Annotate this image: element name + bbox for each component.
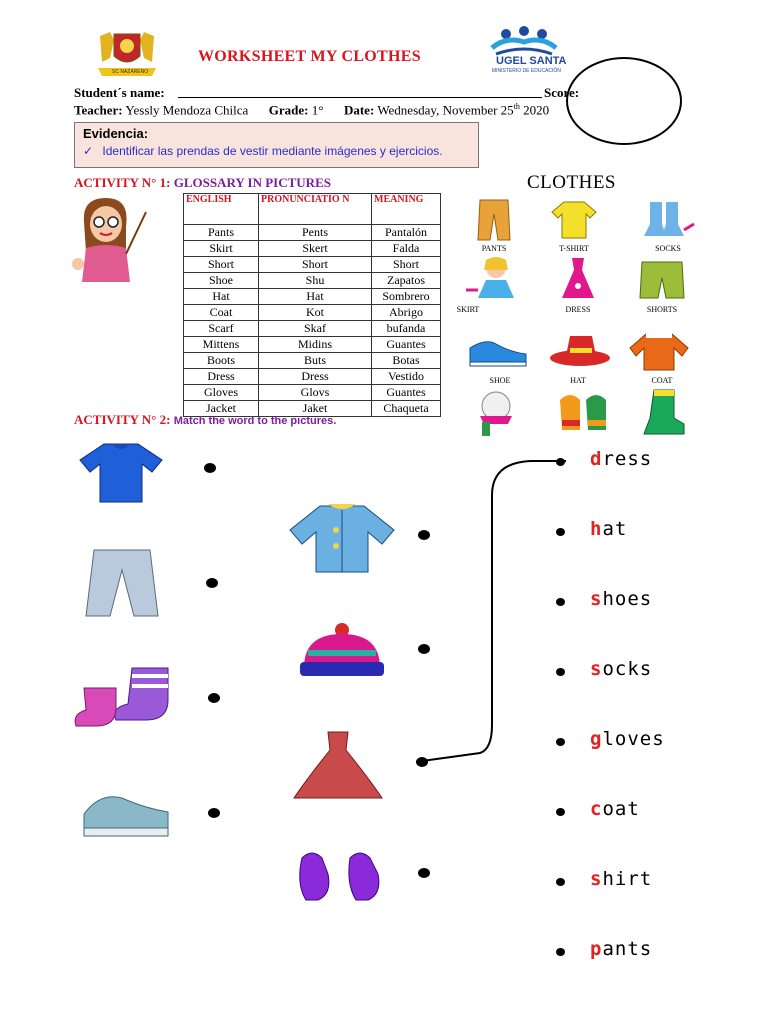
match-word (590, 658, 652, 680)
caption-tshirt: T-SHIRT (559, 244, 589, 253)
caption-hat: HAT (570, 376, 586, 385)
glossary-row (184, 257, 441, 273)
caption-pants: PANTS (481, 244, 507, 253)
cell-meaning: bufanda (372, 321, 441, 337)
pants-picture (474, 198, 514, 247)
activity1-title: GLOSSARY IN PICTURES (173, 175, 331, 190)
worksheet-title: WORKSHEET MY CLOTHES (198, 48, 421, 65)
cell-english: Dress (184, 369, 259, 385)
cell-meaning: Guantes (372, 385, 441, 401)
cell-pronunciation: Buts (259, 353, 372, 369)
word-rest: ocks (602, 658, 653, 680)
activity1-number: ACTIVITY N° 1: (74, 175, 171, 190)
column-header-pronunciation: PRONUNCIATIO N (259, 194, 372, 225)
cell-pronunciation: Hat (259, 289, 372, 305)
glossary-row (184, 353, 441, 369)
jeans-picture (84, 548, 160, 623)
cell-english: Pants (184, 225, 259, 241)
word-first-letter: d (590, 448, 603, 470)
glossary-row (184, 241, 441, 257)
shoe-picture (466, 334, 530, 373)
activity2-number: ACTIVITY N° 2: (74, 412, 171, 427)
word-rest: loves (602, 728, 665, 750)
cell-pronunciation: Skert (259, 241, 372, 257)
cell-pronunciation: Dress (259, 369, 372, 385)
date-year: 2020 (523, 102, 550, 118)
word-first-letter: h (590, 518, 603, 540)
clothes-panel-title: CLOTHES (527, 172, 616, 193)
cell-meaning: Zapatos (372, 273, 441, 289)
cell-pronunciation: Short (259, 257, 372, 273)
cell-pronunciation: Midins (259, 337, 372, 353)
match-word (590, 938, 652, 960)
score-label: Score: (544, 85, 580, 100)
ugel-subtitle: MINISTERIO DE EDUCACIÓN (492, 68, 561, 74)
date-label: Date: (343, 102, 375, 118)
glossary-row (184, 385, 441, 401)
boots-picture (640, 388, 686, 441)
word-rest: hirt (602, 868, 653, 890)
match-dot-socks[interactable] (208, 693, 220, 703)
cell-english: Short (184, 257, 259, 273)
cell-pronunciation: Skaf (259, 321, 372, 337)
word-dot[interactable] (556, 878, 565, 886)
word-dot[interactable] (556, 808, 565, 816)
caption-shorts: SHORTS (646, 305, 678, 314)
match-line (420, 455, 570, 767)
word-first-letter: s (590, 588, 603, 610)
match-dot-sneakers[interactable] (208, 808, 220, 818)
cell-meaning: Botas (372, 353, 441, 369)
word-dot[interactable] (556, 738, 565, 746)
cell-pronunciation: Glovs (259, 385, 372, 401)
glossary-row (184, 321, 441, 337)
grade-value: 1° (311, 102, 324, 118)
activity1-heading (74, 175, 331, 191)
word-dot[interactable] (556, 458, 565, 466)
match-word (590, 588, 652, 610)
student-name-field[interactable] (178, 97, 542, 98)
cell-english: Coat (184, 305, 259, 321)
match-dot-shirt[interactable] (204, 463, 216, 473)
word-rest: at (602, 518, 628, 540)
checkmark-icon: ✓ (83, 144, 94, 158)
mittens-picture (556, 390, 612, 439)
cell-pronunciation: Shu (259, 273, 372, 289)
glossary-body (184, 225, 441, 417)
socks-picture (640, 200, 696, 247)
shirt-picture (78, 440, 164, 509)
cell-english: Scarf (184, 321, 259, 337)
match-word (590, 448, 652, 470)
date-value: Wednesday, November 25 (377, 102, 514, 118)
activity2-heading (74, 412, 336, 428)
shorts-picture (638, 260, 686, 305)
red-dress-picture (290, 730, 386, 805)
match-dot-jeans[interactable] (206, 578, 218, 588)
word-dot[interactable] (556, 948, 565, 956)
word-first-letter: s (590, 868, 603, 890)
glossary-row (184, 337, 441, 353)
glossary-row (184, 305, 441, 321)
glossary-table (183, 193, 441, 417)
skirt-picture (464, 256, 520, 309)
sneakers-picture (80, 784, 172, 849)
word-dot[interactable] (556, 528, 565, 536)
match-word (590, 518, 627, 540)
caption-skirt: SKIRT (456, 305, 480, 314)
word-dot[interactable] (556, 598, 565, 606)
crest-banner-text: SC NAZARENO (112, 69, 149, 75)
column-header-english: ENGLISH (184, 194, 259, 225)
tshirt-picture (550, 200, 598, 245)
beanie-picture (294, 622, 390, 685)
cell-pronunciation: Jaket (259, 401, 372, 417)
word-first-letter: p (590, 938, 603, 960)
match-word (590, 728, 665, 750)
cell-english: Gloves (184, 385, 259, 401)
score-circle (566, 57, 682, 145)
caption-socks: SOCKS (655, 244, 681, 253)
word-rest: oat (602, 798, 640, 820)
ugel-name: UGEL SANTA (496, 55, 567, 67)
match-word (590, 798, 640, 820)
glossary-row (184, 225, 441, 241)
cell-meaning: Sombrero (372, 289, 441, 305)
cell-english: Mittens (184, 337, 259, 353)
cell-english: Skirt (184, 241, 259, 257)
cell-meaning: Vestido (372, 369, 441, 385)
grade-label: Grade: (268, 102, 309, 118)
student-name-row (74, 85, 584, 101)
cell-meaning: Guantes (372, 337, 441, 353)
activity2-title: Match the word to the pictures. (173, 415, 337, 427)
cell-meaning: Pantalón (372, 225, 441, 241)
word-rest: ress (602, 448, 653, 470)
cell-english: Jacket (184, 401, 259, 417)
glossary-header-row (184, 194, 441, 225)
teacher-value: Yessly Mendoza Chilca (125, 102, 249, 118)
cell-pronunciation: Pents (259, 225, 372, 241)
evidence-item-text: Identificar las prendas de vestir mediante imágenes y ejercicios. (102, 144, 443, 158)
cell-english: Hat (184, 289, 259, 305)
cell-pronunciation: Kot (259, 305, 372, 321)
evidence-box (74, 122, 479, 168)
word-first-letter: s (590, 658, 603, 680)
evidence-item (83, 144, 443, 158)
cell-meaning: Chaqueta (372, 401, 441, 417)
word-first-letter: g (590, 728, 603, 750)
word-rest: ants (602, 938, 653, 960)
caption-shoe: SHOE (489, 376, 511, 385)
word-rest: hoes (602, 588, 653, 610)
teacher-label: Teacher: (74, 102, 123, 118)
word-first-letter: c (590, 798, 603, 820)
jacket-picture (286, 500, 398, 579)
column-header-meaning: MEANING (372, 194, 441, 225)
glossary-row (184, 289, 441, 305)
purple-gloves-picture (292, 844, 388, 909)
glossary-row (184, 369, 441, 385)
match-dot-gloves[interactable] (418, 868, 430, 878)
teacher-row (74, 102, 549, 118)
cell-english: Boots (184, 353, 259, 369)
word-dot[interactable] (556, 668, 565, 676)
caption-dress: DRESS (565, 305, 591, 314)
evidence-title: Evidencia: (83, 126, 149, 141)
cell-meaning: Abrigo (372, 305, 441, 321)
hat-picture (548, 330, 612, 375)
student-name-label: Student´s name: (74, 85, 165, 100)
coat-picture (626, 330, 692, 377)
dress-picture (560, 256, 596, 307)
match-word (590, 868, 652, 890)
cell-english: Shoe (184, 273, 259, 289)
socks-pair-picture (72, 664, 182, 735)
date-suffix: th (513, 102, 520, 111)
cell-meaning: Short (372, 257, 441, 273)
glossary-row (184, 273, 441, 289)
scarf-picture (472, 388, 518, 441)
caption-coat: COAT (651, 376, 673, 385)
teacher-cartoon-image (70, 192, 150, 284)
cell-meaning: Falda (372, 241, 441, 257)
